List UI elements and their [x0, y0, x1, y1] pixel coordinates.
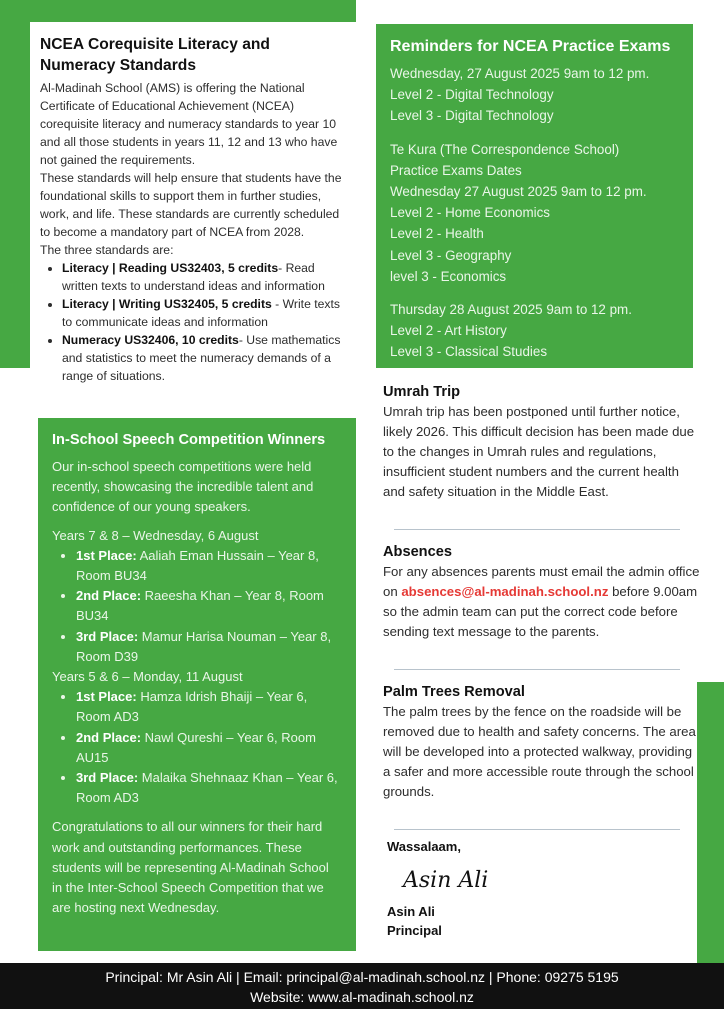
- absences-email-link[interactable]: absences@al-madinah.school.nz: [401, 584, 609, 600]
- winners-list: [52, 546, 342, 667]
- group-header: Years 7 & 8 – Wednesday, 6 August: [52, 527, 259, 543]
- speech-title: In-School Speech Competition Winners: [52, 432, 326, 448]
- ncea-intro: Al-Madinah School (AMS) is offering the National Certificate of Educational Achievement (NCEA) corequisite literacy and numeracy standards to year 10 and all those students in years 11, 12 and 13 who have not gained the requirements.: [40, 81, 338, 167]
- absences-title: Absences: [383, 544, 452, 560]
- reminder-line: Te Kura (The Correspondence School): [390, 141, 620, 157]
- divider: [394, 529, 680, 530]
- footer: [0, 963, 724, 1009]
- list-item: • Numeracy US32406, 10 credits- Use mathematics and statistics to meet the numeracy demands of a range of situations.: [62, 331, 346, 385]
- list-item: • Literacy | Reading US32403, 5 credits- Read written texts to understand ideas and information: [62, 259, 346, 295]
- absences-text-after: before 9.00am so the admin team can put the correct code before sending text message to the parents.: [383, 584, 698, 640]
- reminders-section: [376, 24, 693, 368]
- reminder-line: Wednesday, 27 August 2025 9am to 12 pm.: [390, 66, 650, 81]
- list-item: • 2nd Place: Nawl Qureshi – Year 6, Room AU15: [76, 728, 342, 768]
- reminder-line: level 3 - Economics: [390, 268, 507, 284]
- reminder-line: Practice Exams Dates: [390, 162, 522, 178]
- list-item: • 1st Place: Aaliah Eman Hussain – Year 8, Room BU34: [76, 546, 342, 586]
- list-item: • 3rd Place: Mamur Harisa Nouman – Year 8, Room D39: [76, 627, 342, 667]
- ncea-lead: The three standards are:: [40, 243, 174, 257]
- reminder-line: Level 2 - Home Economics: [390, 205, 551, 221]
- list-item: • 2nd Place: Raeesha Khan – Year 8, Room BU34: [76, 586, 342, 626]
- reminder-line: Wednesday 27 August 2025 9am to 12 pm.: [390, 184, 647, 200]
- decor-left-edge-green: [0, 0, 30, 368]
- ncea-support: These standards will help ensure that students have the foundational skills to support them in further studies, work, and life. These standards are currently scheduled to become a mandatory part of NCEA from 2028.: [40, 171, 342, 239]
- absences-text: For any absences parents must email the admin office on: [383, 564, 700, 600]
- signoff-greeting: Wassalaam,: [387, 839, 461, 854]
- group-header: Years 5 & 6 – Monday, 11 August: [52, 669, 243, 685]
- decor-top-left-green: [0, 0, 356, 22]
- reminder-line: Thursday 28 August 2025 9am to 12 pm.: [390, 302, 632, 318]
- speech-intro: Our in-school speech competitions were held recently, showcasing the incredible talent and confidence of our young speakers.: [52, 459, 314, 515]
- signoff: [387, 838, 587, 940]
- umrah-title: Umrah Trip: [383, 384, 461, 400]
- speech-section: [38, 418, 356, 951]
- footer-website: Website: www.al-madinah.school.nz: [250, 989, 474, 1005]
- reminder-line: Level 3 - Digital Technology: [390, 108, 554, 124]
- winners-list: [52, 687, 342, 808]
- signoff-role: Principal: [387, 923, 442, 938]
- umrah-text: Umrah trip has been postponed until further notice, likely 2026. This difficult decision has been made due to the changes in Umrah rules and regulations, insufficient student numbers and the current health and safety situation in the Middle East.: [383, 404, 695, 500]
- reminder-line: Level 3 - Geography: [390, 247, 512, 263]
- divider: [394, 669, 680, 670]
- list-item: • 1st Place: Hamza Idrish Bhaiji – Year 6, Room AD3: [76, 687, 342, 727]
- reminder-line: Level 2 - Digital Technology: [390, 87, 554, 103]
- list-item: • Literacy | Writing US32405, 5 credits - Write texts to communicate ideas and information: [62, 295, 346, 331]
- palm-title: Palm Trees Removal: [383, 684, 525, 700]
- list-item: • 3rd Place: Malaika Shehnaaz Khan – Year 6, Room AD3: [76, 768, 342, 808]
- absences-section: [383, 542, 701, 642]
- divider: [394, 829, 680, 830]
- palm-section: [383, 682, 701, 802]
- reminder-line: Level 3 - Classical Studies: [390, 344, 548, 360]
- speech-closing: Congratulations to all our winners for their hard work and outstanding performances. These students will be representing Al-Madinah School in the Inter-School Speech Competition that we are hosting next Wednesday.: [52, 819, 329, 916]
- reminder-line: Level 2 - Health: [390, 226, 484, 242]
- reminder-line: Level 2 - Art History: [390, 323, 507, 339]
- reminders-title: Reminders for NCEA Practice Exams: [390, 38, 671, 55]
- decor-right-bottom-green: [697, 682, 724, 964]
- standards-list: [40, 259, 346, 385]
- signoff-name: Asin Ali: [387, 904, 435, 919]
- footer-contact: Principal: Mr Asin Ali | Email: principal@al-madinah.school.nz | Phone: 09275 5195: [105, 969, 619, 985]
- palm-text: The palm trees by the fence on the roadside will be removed due to health and safety concerns. The area will be developed into a protected walkway, providing a safer and more accessible route through the school grounds.: [383, 704, 696, 800]
- ncea-title: NCEA Corequisite Literacy and Numeracy Standards: [40, 36, 270, 74]
- signature: Asin Ali: [403, 868, 489, 893]
- umrah-section: [383, 382, 701, 502]
- ncea-section: [30, 26, 356, 406]
